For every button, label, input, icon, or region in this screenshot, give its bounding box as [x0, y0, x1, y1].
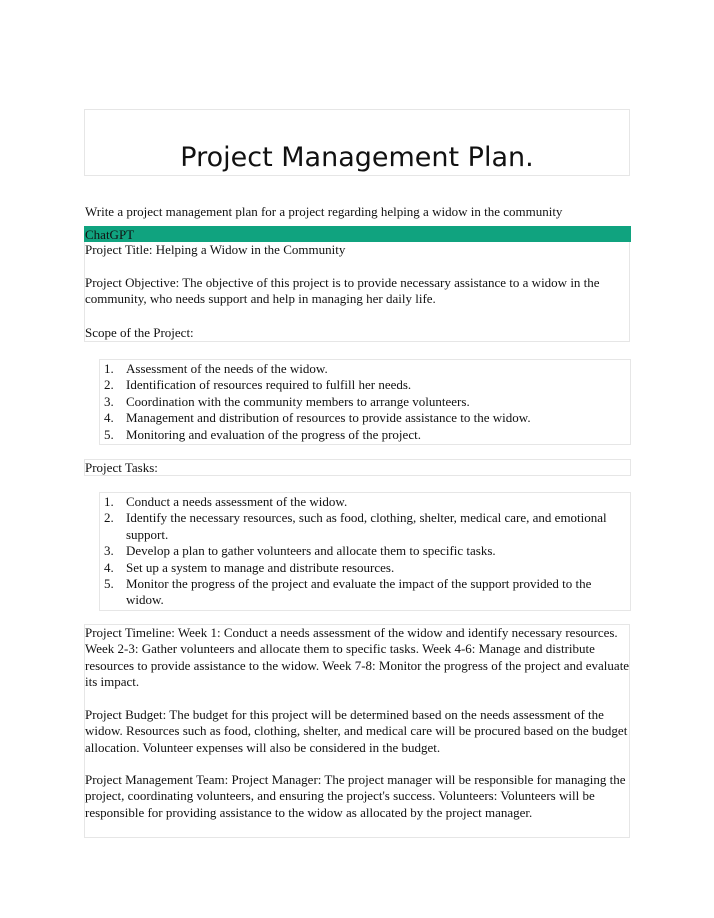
responder-label: ChatGPT: [85, 227, 135, 242]
list-item: 4. Management and distribution of resources to provide assistance to the widow.: [104, 410, 531, 426]
scope-heading: Scope of the Project:: [85, 325, 194, 340]
list-item: 3. Develop a plan to gather volunteers and allocate them to specific tasks.: [104, 543, 496, 559]
scope-list: [99, 359, 631, 445]
list-item: 1. Assessment of the needs of the widow.: [104, 361, 328, 376]
tasks-heading: Project Tasks:: [85, 460, 158, 475]
list-item: 4. Set up a system to manage and distribute resources.: [104, 559, 395, 575]
project-objective: Project Objective: The objective of this project is to provide necessary assistance to a widow in the community, who needs support and help in managing her daily life.: [85, 275, 600, 307]
responder-bar: [84, 226, 631, 242]
list-item: 1. Conduct a needs assessment of the widow.: [104, 494, 348, 509]
project-budget: Project Budget: The budget for this project will be determined based on the needs assessment of the widow. Resources such as food, clothing, shelter, and medical care will be procured based on the budget allocation. Volunteer expenses will also be considered in the budget.: [85, 707, 628, 755]
project-team: Project Management Team: Project Manager: The project manager will be responsible for managing the project, coordinating volunteers, and ensuring the project's success. Volunteers: Volunteers will be responsible for providing assistance to the widow as allocated by the project manager.: [85, 772, 626, 820]
list-item: 3. Coordination with the community members to arrange volunteers.: [104, 393, 470, 409]
details-section: [84, 624, 630, 838]
prompt-text: Write a project management plan for a project regarding helping a widow in the community: [85, 204, 563, 219]
tasks-heading-box: [84, 459, 631, 476]
project-title: Project Title: Helping a Widow in the Community: [85, 242, 346, 257]
list-item: 5. Monitor the progress of the project and evaluate the impact of the support provided to the widow.: [104, 576, 592, 608]
tasks-list: [99, 492, 631, 611]
project-timeline: Project Timeline: Week 1: Conduct a needs assessment of the widow and identify necessary resources. Week 2-3: Gather volunteers and allocate them to specific tasks. Week 4-6: Manage and distribute resources to provide assistance to the widow. Week 7-8: Monitor the progress of the project and evaluate its impact.: [85, 625, 630, 690]
title-box: [84, 109, 630, 176]
list-item: 5. Monitoring and evaluation of the progress of the project.: [104, 426, 421, 442]
page-title: Project Management Plan.: [180, 142, 534, 173]
list-item: 2. Identify the necessary resources, such as food, clothing, shelter, medical care, and emotional support.: [104, 510, 607, 542]
intro-section: [84, 242, 630, 342]
list-item: 2. Identification of resources required to fulfill her needs.: [104, 377, 412, 393]
